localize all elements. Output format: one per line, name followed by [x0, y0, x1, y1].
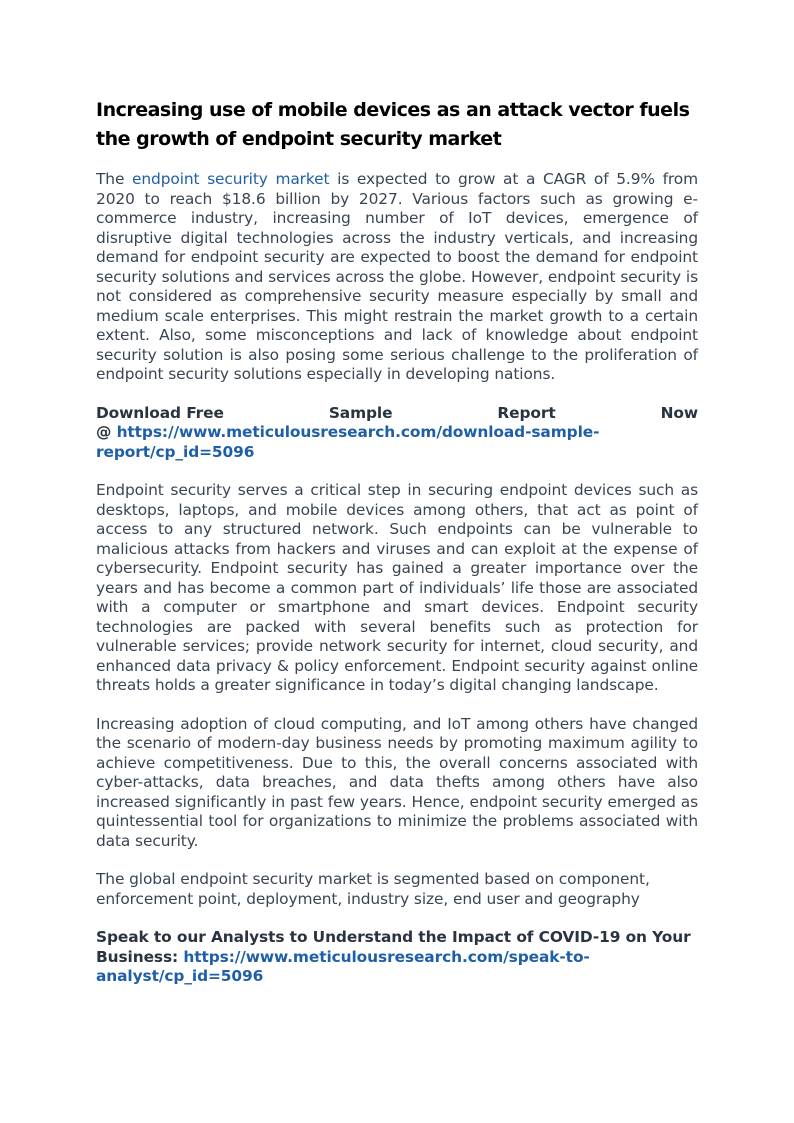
cloud-adoption-paragraph: Increasing adoption of cloud computing, and IoT among others have changed the scenario of modern-day business needs by promoting maximum agility to achieve competitiveness. Due to this, the overall concerns associated with cyber-attacks, data breaches, and data thefts among others have also increased significantly in past few years. Hence, endpoint security emerged as quintessential tool for organizations to minimize the problems associated with data security. [96, 714, 698, 850]
document-body [96, 96, 698, 987]
endpoint-security-market-link[interactable]: endpoint security market [132, 170, 330, 188]
intro-post: is expected to grow at a CAGR of 5.9% from 2020 to reach $18.6 billion by 2027. Various factors such as growing e-commerce industry, increasing number of IoT devices, emergence of disruptive digital technologies across the industry verticals, and increasing demand for endpoint security are expected to boost the demand for endpoint security solutions and services across the globe. However, endpoint security is not considered as comprehensive security measure especially by small and medium scale enterprises. This might restrain the market growth to a certain extent. Also, some misconceptions and lack of knowledge about endpoint security solution is also posing some serious challenge to the proliferation of endpoint security solutions especially in developing nations. [96, 170, 699, 383]
segmentation-paragraph: The global endpoint security market is segmented based on component, enforcement point, deployment, industry size, end user and geography [96, 870, 650, 908]
download-sample-block [96, 404, 698, 463]
intro-pre: The [96, 170, 133, 188]
download-word-4: Now [660, 403, 698, 422]
speak-to-analyst-text: Speak to our Analysts to Understand the Impact of COVID-19 on Your Business: [96, 928, 691, 966]
download-word-2: Sample [328, 403, 393, 422]
download-sample-link[interactable]: https://www.meticulousresearch.com/download-sample-report/cp_id=5096 [96, 423, 600, 461]
intro-paragraph [96, 170, 698, 385]
download-url-row [96, 423, 698, 462]
speak-to-analyst-link[interactable]: https://www.meticulousresearch.com/speak-to-analyst/cp_id=5096 [96, 947, 590, 985]
download-sample-label-row [96, 404, 698, 424]
download-word-3: Report [497, 403, 556, 422]
article-heading: Increasing use of mobile devices as an attack vector fuels the growth of endpoint security market [96, 99, 690, 150]
download-at-sign: @ [96, 423, 117, 441]
endpoint-overview-paragraph: Endpoint security serves a critical step in securing endpoint devices such as desktops, laptops, and mobile devices among others, that act as point of access to any structured network. Such endpoints can be vulnerable to malicious attacks from hackers and viruses and can exploit at the expense of cybersecurity. Endpoint security has gained a greater importance over the years and has become a common part of individuals’ life those are associated with a computer or smartphone and smart devices. Endpoint security technologies are packed with several benefits such as protection for vulnerable services; provide network security for internet, cloud security, and enhanced data privacy & policy enforcement. Endpoint security against online threats holds a greater significance in today’s digital changing landscape. [96, 481, 698, 694]
download-word-1: Download Free [96, 403, 224, 422]
speak-to-analyst-block [96, 928, 698, 987]
